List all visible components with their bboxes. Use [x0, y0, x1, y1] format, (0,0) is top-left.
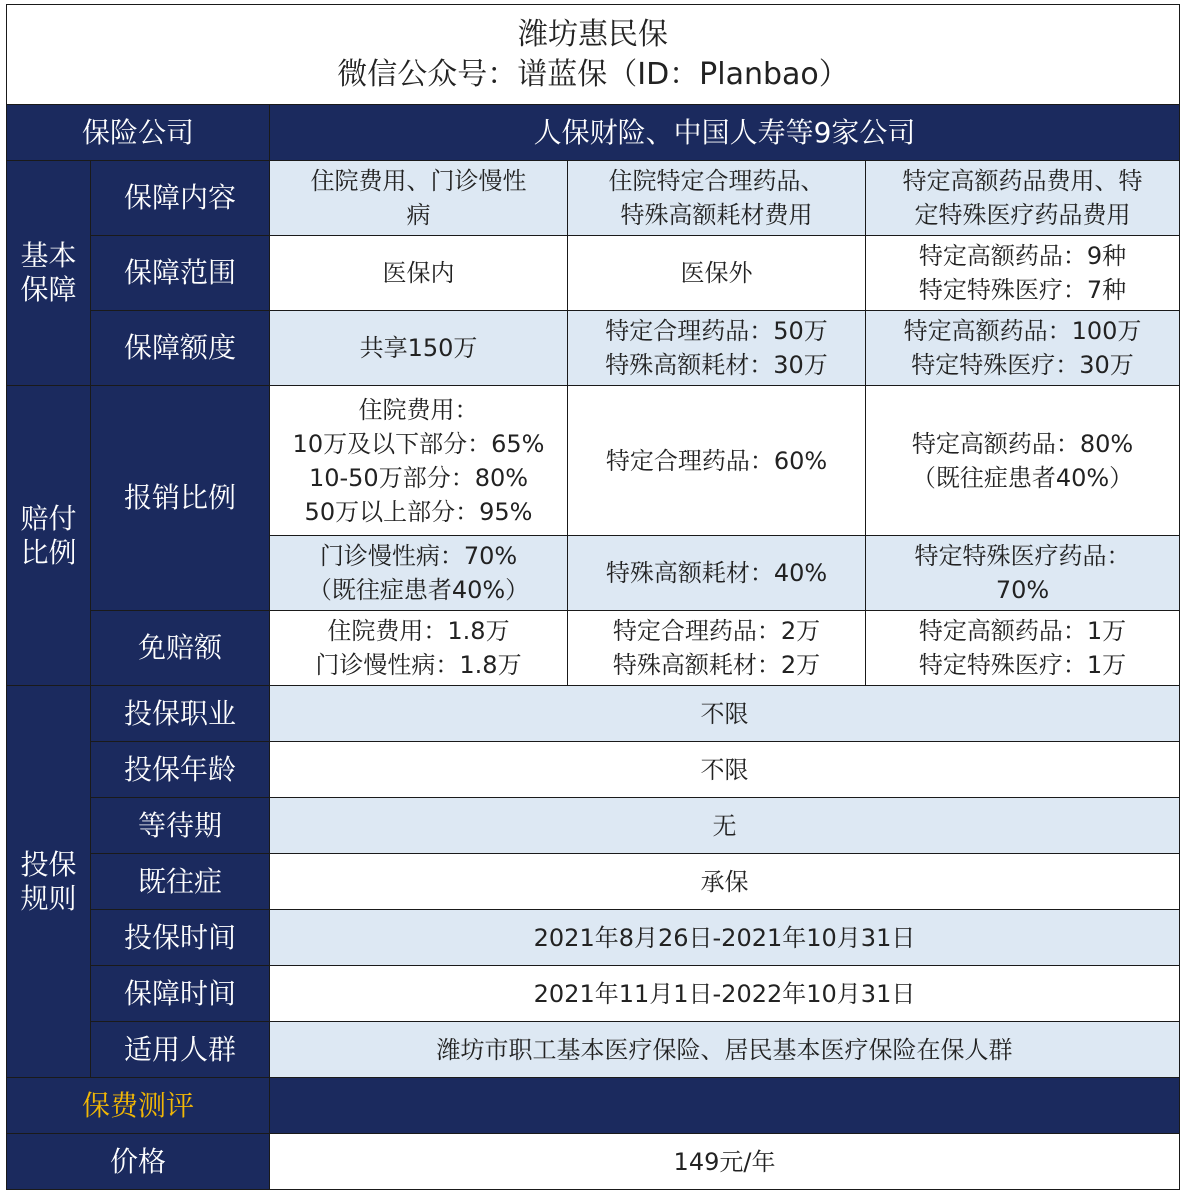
- reimbursement-col1-inpatient: 住院费用： 10万及以下部分：65% 10-50万部分：80% 50万以上部分：95%: [270, 386, 568, 536]
- section-premium-review-blank: [270, 1078, 1180, 1134]
- row-label-coverage-scope: 保障范围: [91, 236, 270, 311]
- row-label-preexisting: 既往症: [91, 854, 270, 910]
- rule-value-preexisting: 承保: [270, 854, 1180, 910]
- rule-value-eligible-people: 潍坊市职工基本医疗保险、居民基本医疗保险在保人群: [270, 1022, 1180, 1078]
- price-value: 149元/年: [270, 1134, 1180, 1190]
- coverage-scope-col1: 医保内: [270, 236, 568, 311]
- deductible-col1: 住院费用：1.8万 门诊慢性病：1.8万: [270, 611, 568, 686]
- group-basic-coverage: 基本 保障: [7, 161, 91, 386]
- deductible-col3: 特定高额药品：1万 特定特殊医疗：1万: [866, 611, 1180, 686]
- row-label-occupation: 投保职业: [91, 686, 270, 742]
- coverage-content-col1: 住院费用、门诊慢性 病: [270, 161, 568, 236]
- row-label-coverage-amount: 保障额度: [91, 311, 270, 386]
- company-label: 保险公司: [7, 105, 270, 161]
- group-enrollment-rules: 投保 规则: [7, 686, 91, 1078]
- rule-value-coverage-period: 2021年11月1日-2022年10月31日: [270, 966, 1180, 1022]
- group-payout-ratio: 赔付 比例: [7, 386, 91, 686]
- reimbursement-col2-materials: 特殊高额耗材：40%: [568, 536, 866, 611]
- row-label-enroll-period: 投保时间: [91, 910, 270, 966]
- reimbursement-col2-drugs: 特定合理药品：60%: [568, 386, 866, 536]
- row-label-reimbursement: 报销比例: [91, 386, 270, 611]
- reimbursement-col3-high-cost-drugs: 特定高额药品：80% （既往症患者40%）: [866, 386, 1180, 536]
- title-line-1: 潍坊惠民保: [518, 16, 668, 52]
- coverage-content-col2: 住院特定合理药品、 特殊高额耗材费用: [568, 161, 866, 236]
- rule-value-enroll-period: 2021年8月26日-2021年10月31日: [270, 910, 1180, 966]
- title-line-2: 微信公众号：谱蓝保（ID：Planbao）: [337, 56, 849, 92]
- row-label-deductible: 免赔额: [91, 611, 270, 686]
- deductible-col2: 特定合理药品：2万 特殊高额耗材：2万: [568, 611, 866, 686]
- coverage-amount-col2: 特定合理药品：50万 特殊高额耗材：30万: [568, 311, 866, 386]
- row-label-price: 价格: [7, 1134, 270, 1190]
- rule-value-age: 不限: [270, 742, 1180, 798]
- row-label-coverage-period: 保障时间: [91, 966, 270, 1022]
- row-label-waiting-period: 等待期: [91, 798, 270, 854]
- section-premium-review: 保费测评: [7, 1078, 270, 1134]
- coverage-amount-col1: 共享150万: [270, 311, 568, 386]
- coverage-scope-col2: 医保外: [568, 236, 866, 311]
- coverage-amount-col3: 特定高额药品：100万 特定特殊医疗：30万: [866, 311, 1180, 386]
- coverage-content-col3: 特定高额药品费用、特 定特殊医疗药品费用: [866, 161, 1180, 236]
- company-value: 人保财险、中国人寿等9家公司: [270, 105, 1180, 161]
- rule-value-occupation: 不限: [270, 686, 1180, 742]
- row-label-eligible-people: 适用人群: [91, 1022, 270, 1078]
- row-label-coverage-content: 保障内容: [91, 161, 270, 236]
- reimbursement-col1-outpatient: 门诊慢性病：70% （既往症患者40%）: [270, 536, 568, 611]
- reimbursement-col3-special-drugs: 特定特殊医疗药品： 70%: [866, 536, 1180, 611]
- table-title: [7, 5, 1180, 105]
- rule-value-waiting-period: 无: [270, 798, 1180, 854]
- plan-comparison-table: [6, 4, 1180, 1190]
- row-label-age: 投保年龄: [91, 742, 270, 798]
- coverage-scope-col3: 特定高额药品：9种 特定特殊医疗：7种: [866, 236, 1180, 311]
